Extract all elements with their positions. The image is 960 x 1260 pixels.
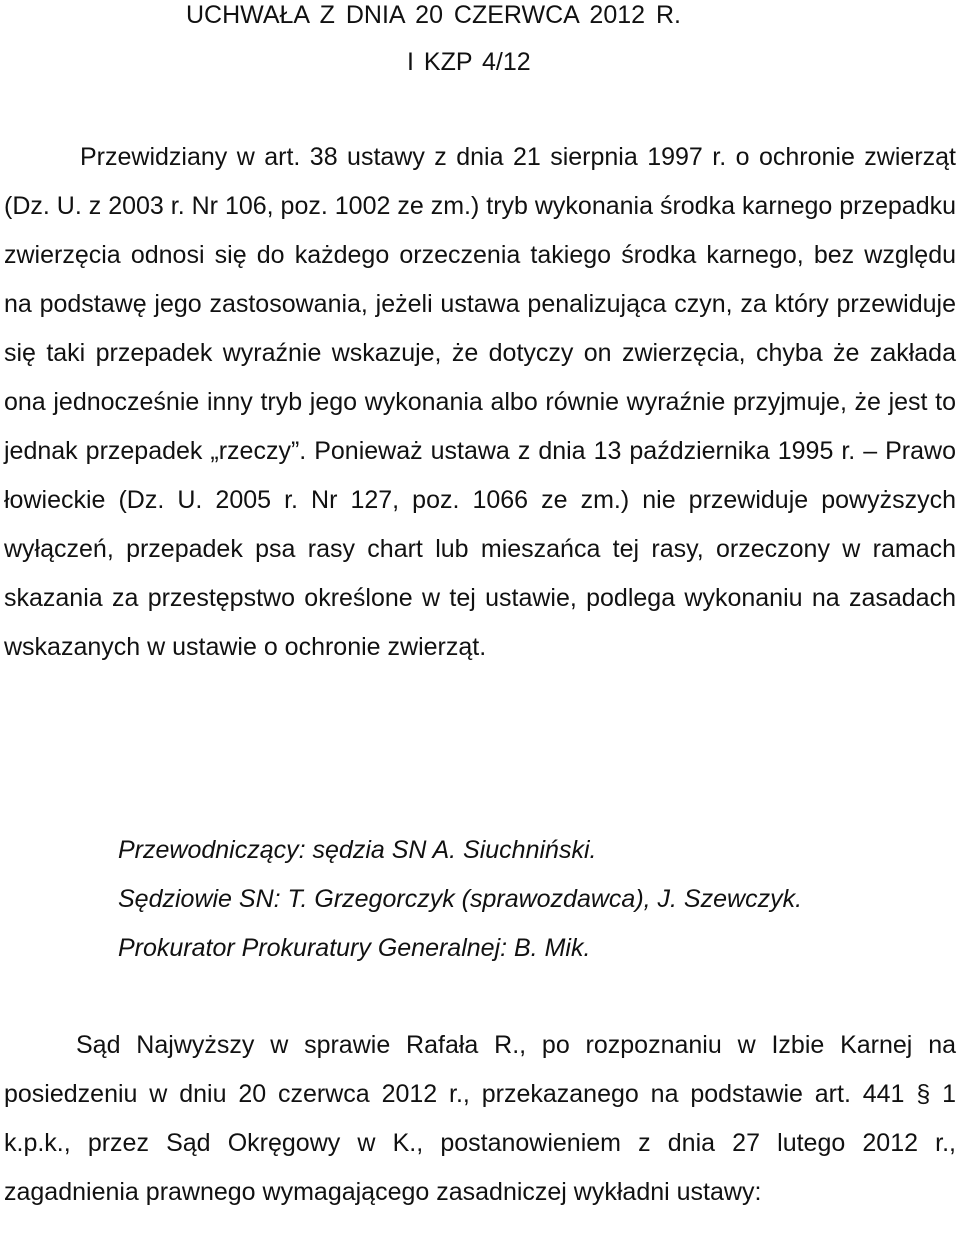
court-composition xyxy=(118,826,802,973)
prosecutor: Prokurator Prokuratury Generalnej: B. Mik. xyxy=(118,934,591,962)
presiding-judge: Przewodniczący: sędzia SN A. Siuchniński. xyxy=(118,836,597,864)
body-paragraph: Sąd Najwyższy w sprawie Rafała R., po rozpoznaniu w Izbie Karnej na posiedzeniu w dniu 20 czerwca 2012 r., przekazanego na podstawie art. 441 § 1 k.p.k., przez Sąd Okręgowy w K., postanowieniem z dnia 27 lutego 2012 r., zagadnienia prawnego wymagającego zasadniczej wykładni ustawy: xyxy=(4,1031,956,1206)
thesis-paragraph: Przewidziany w art. 38 ustawy z dnia 21 sierpnia 1997 r. o ochronie zwierząt (Dz. U. z 2003 r. Nr 106, poz. 1002 ze zm.) tryb wykonania środka karnego przepadku zwierzęcia odnosi się do każdego orzeczenia takiego środka karnego, bez względu na podstawę jego zastosowania, jeżeli ustawa penalizująca czyn, za który przewiduje się taki przepadek wyraźnie wskazuje, że dotyczy on zwierzęcia, chyba że zakłada ona jednocześnie inny tryb jego wykonania albo równie wyraźnie przyjmuje, że jest to jednak przepadek „rzeczy”. Ponieważ ustawa z dnia 13 października 1995 r. – Prawo łowieckie (Dz. U. 2005 r. Nr 127, poz. 1066 ze zm.) nie przewiduje powyższych wyłączeń, przepadek psa rasy chart lub mieszańca tej rasy, orzeczony w ramach skazania za przestępstwo określone w tej ustawie, podlega wykonaniu na zasadach wskazanych w ustawie o ochronie zwierząt. xyxy=(4,143,956,661)
judges: Sędziowie SN: T. Grzegorczyk (sprawozdawca), J. Szewczyk. xyxy=(118,885,803,913)
case-signature: I KZP 4/12 xyxy=(407,48,531,76)
resolution-title: UCHWAŁA Z DNIA 20 CZERWCA 2012 R. xyxy=(186,1,681,29)
